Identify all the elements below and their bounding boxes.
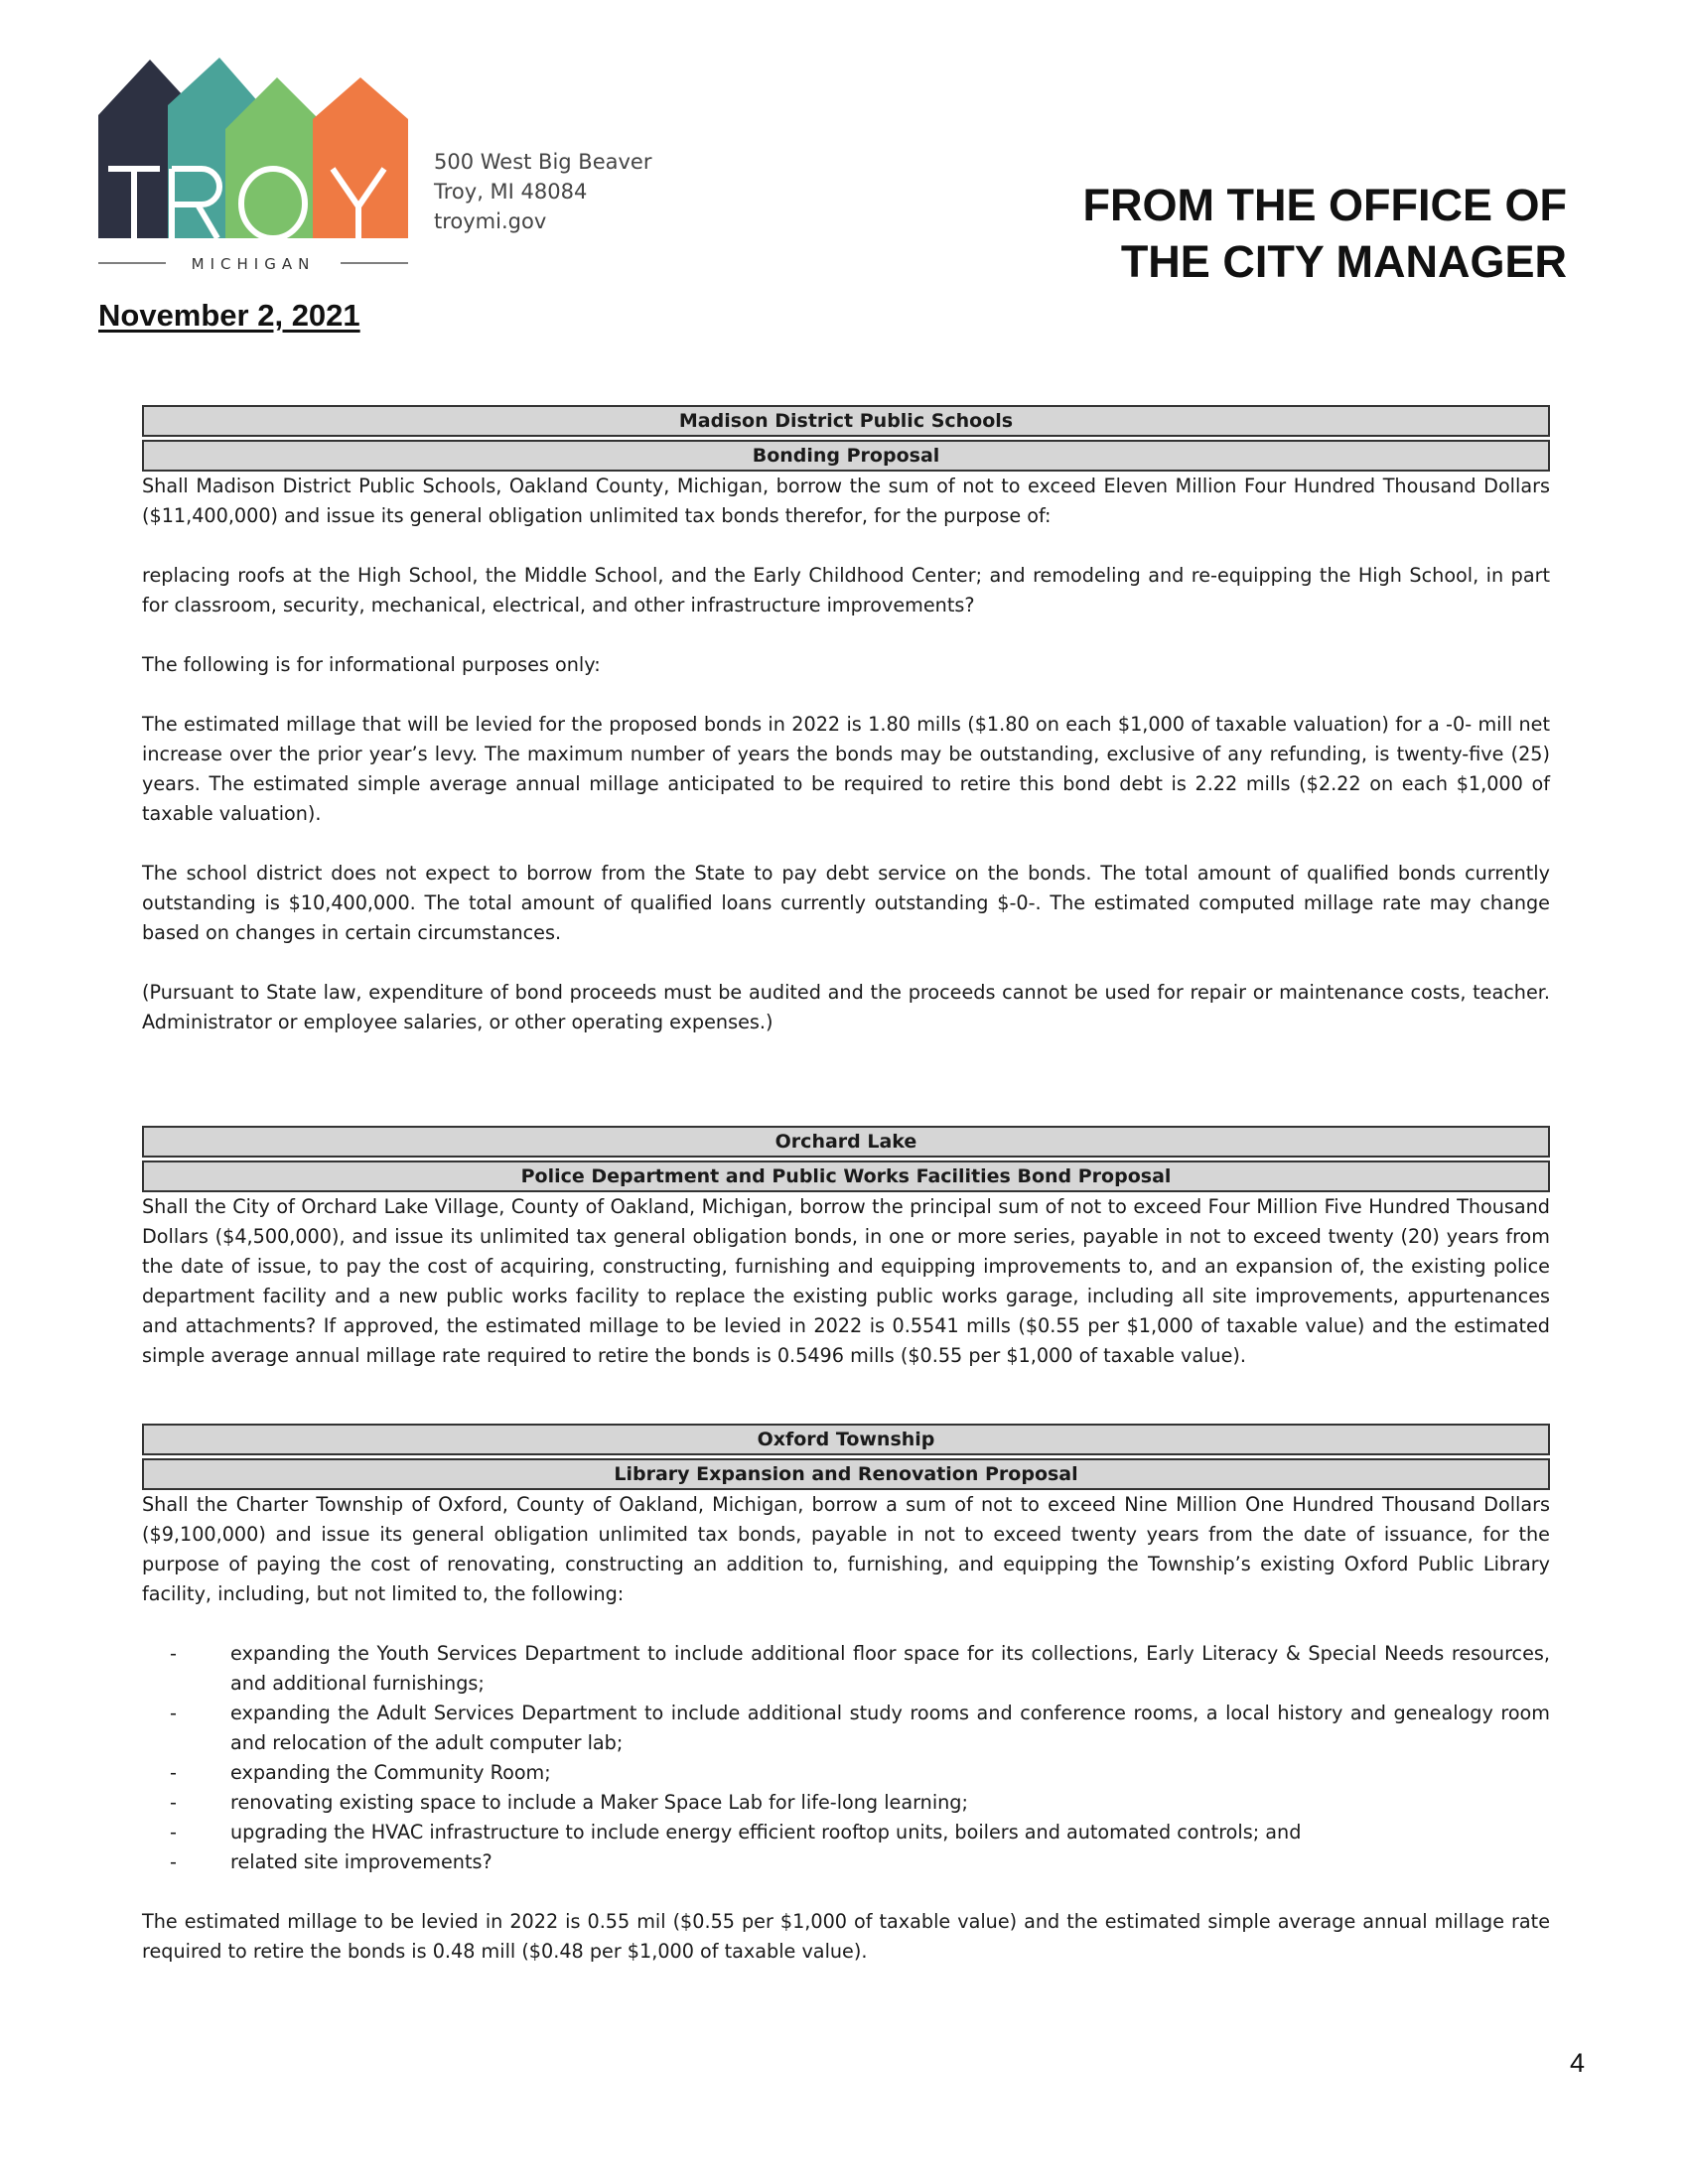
- list-item-text: expanding the Community Room;: [230, 1761, 551, 1784]
- bullet-marker: -: [170, 1761, 177, 1784]
- office-title: [1083, 177, 1567, 290]
- section-oxford-township: [142, 1424, 1550, 1967]
- bullet-marker: -: [170, 1821, 177, 1843]
- list-item: [142, 1699, 1550, 1758]
- paragraph: replacing roofs at the High School, the Middle School, and the Early Childhood Center; and remodeling and re-equipping the High School, in part for classroom, security, mechanical, electrical, and other infrastructure improvements?: [142, 564, 1550, 616]
- list-item-text: related site improvements?: [230, 1850, 492, 1873]
- paragraph: Shall the City of Orchard Lake Village, County of Oakland, Michigan, borrow the principal sum of not to exceed Four Million Five Hundred Thousand Dollars ($4,500,000), and issue its unlimited tax general obligation bonds, in one or more series, payable in not to exceed twenty (20) years from the date of issue, to pay the cost of acquiring, constructing, furnishing and equipping improvements to, and an expansion of, the existing police department facility and a new public works facility to replace the existing public works garage, including all site improvements, appurtenances and attachments? If approved, the estimated millage to be levied in 2022 is 0.5541 mills ($0.55 per $1,000 of taxable value) and the estimated simple average annual millage rate required to retire the bonds is 0.5496 mills ($0.55 per $1,000 of taxable value).: [142, 1195, 1550, 1367]
- troy-logo-mark: [98, 58, 408, 274]
- troy-logo: [98, 58, 408, 274]
- bullet-marker: -: [170, 1642, 177, 1665]
- svg-text:MICHIGAN: MICHIGAN: [191, 255, 316, 273]
- bullet-list: [142, 1639, 1550, 1877]
- section-subtitle: Bonding Proposal: [142, 440, 1550, 472]
- list-item: [142, 1818, 1550, 1847]
- paragraph: The school district does not expect to borrow from the State to pay debt service on the bonds. The total amount of qualified bonds currently outstanding is $10,400,000. The total amount of qualified loans currently outstanding $-0-. The estimated computed millage rate may change based on changes in certain circumstances.: [142, 862, 1550, 944]
- website-link[interactable]: troymi.gov: [434, 209, 547, 233]
- document-date: November 2, 2021: [98, 298, 360, 333]
- list-item-text: expanding the Adult Services Department to include additional study rooms and conference rooms, a local history and genealogy room and relocation of the adult computer lab;: [230, 1702, 1550, 1754]
- bullet-marker: -: [170, 1850, 177, 1873]
- section-title: Orchard Lake: [142, 1126, 1550, 1158]
- paragraph: The estimated millage that will be levied for the proposed bonds in 2022 is 1.80 mills ($1.80 on each $1,000 of taxable valuation) for a -0- mill net increase over the prior year’s levy. The maximum number of years the bonds may be outstanding, exclusive of any refunding, is twenty-five (25) years. The estimated simple average annual millage anticipated to be required to retire this bond debt is 2.22 mills ($2.22 on each $1,000 of taxable valuation).: [142, 713, 1550, 825]
- office-title-line: THE CITY MANAGER: [1120, 236, 1567, 287]
- paragraph: The estimated millage to be levied in 2022 is 0.55 mil ($0.55 per $1,000 of taxable value) and the estimated simple average annual millage rate required to retire the bonds is 0.48 mill ($0.48 per $1,000 of taxable value).: [142, 1910, 1550, 1963]
- section-title: Madison District Public Schools: [142, 405, 1550, 437]
- paragraph: Shall Madison District Public Schools, Oakland County, Michigan, borrow the sum of not to exceed Eleven Million Four Hundred Thousand Dollars ($11,400,000) and issue its general obligation unlimited tax bonds therefor, for the purpose of:: [142, 475, 1550, 527]
- section-subtitle: Police Department and Public Works Facilities Bond Proposal: [142, 1160, 1550, 1192]
- list-item-text: expanding the Youth Services Department to include additional floor space for its collections, Early Literacy & Special Needs resources, and additional furnishings;: [230, 1642, 1550, 1695]
- list-item-text: upgrading the HVAC infrastructure to include energy efficient rooftop units, boilers and automated controls; and: [230, 1821, 1302, 1843]
- address-line: 500 West Big Beaver: [434, 150, 652, 174]
- page-number: 4: [1570, 2048, 1586, 2078]
- address-line: Troy, MI 48084: [434, 180, 588, 204]
- section-madison: [142, 405, 1550, 1037]
- list-item: [142, 1639, 1550, 1699]
- paragraph: The following is for informational purposes only:: [142, 653, 601, 676]
- list-item: [142, 1788, 1550, 1818]
- bullet-marker: -: [170, 1791, 177, 1814]
- bullet-marker: -: [170, 1702, 177, 1724]
- section-title: Oxford Township: [142, 1424, 1550, 1455]
- paragraph: (Pursuant to State law, expenditure of bond proceeds must be audited and the proceeds cannot be used for repair or maintenance costs, teacher. Administrator or employee salaries, or other operating expenses.): [142, 981, 1550, 1033]
- section-subtitle: Library Expansion and Renovation Proposal: [142, 1458, 1550, 1490]
- list-item-text: renovating existing space to include a Maker Space Lab for life-long learning;: [230, 1791, 968, 1814]
- list-item: [142, 1758, 1550, 1788]
- address-block: [434, 147, 652, 236]
- office-title-line: FROM THE OFFICE OF: [1082, 180, 1567, 230]
- section-orchard-lake: [142, 1126, 1550, 1371]
- paragraph: Shall the Charter Township of Oxford, County of Oakland, Michigan, borrow a sum of not to exceed Nine Million One Hundred Thousand Dollars ($9,100,000) and issue its general obligation unlimited tax bonds, payable in not to exceed twenty years from the date of issuance, for the purpose of paying the cost of renovating, constructing an addition to, furnishing, and equipping the Township’s existing Oxford Public Library facility, including, but not limited to, the following:: [142, 1493, 1550, 1605]
- list-item: [142, 1847, 1550, 1877]
